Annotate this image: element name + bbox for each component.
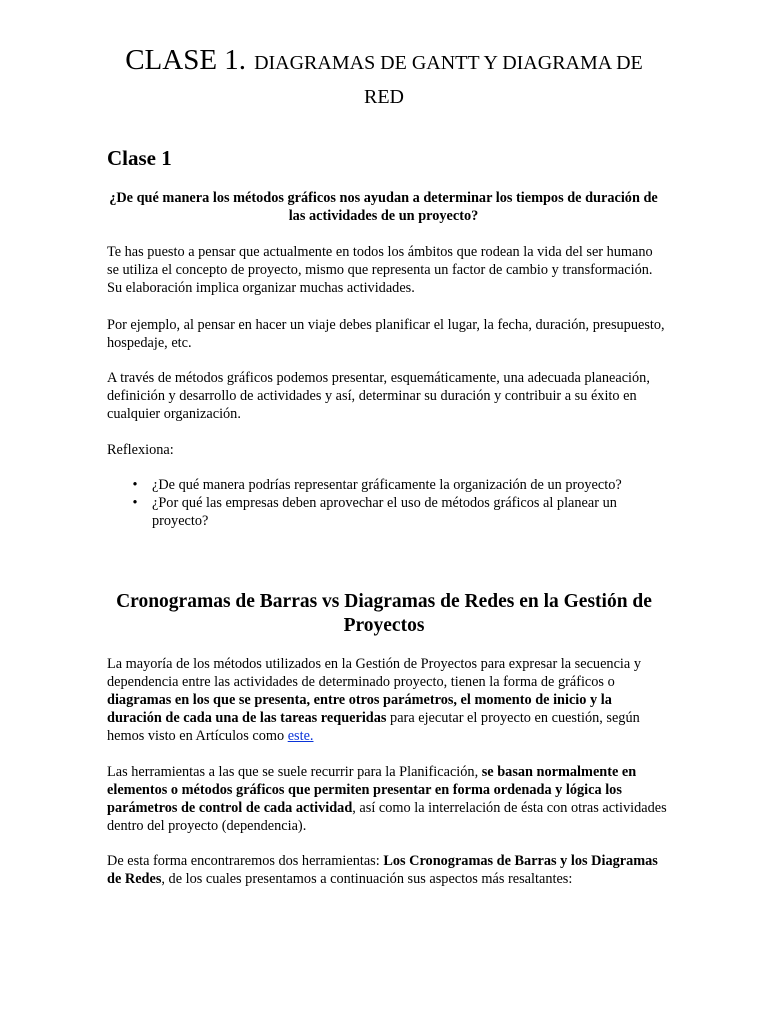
paragraph-7-text-c: , de los cuales presentamos a continuación sus aspectos más resaltantes: bbox=[161, 871, 573, 887]
paragraph-3: A través de métodos gráficos podemos presentar, esquemáticamente, una adecuada planeación, definición y desarrollo de actividades y así, determinar su duración y contribuir a su éxito en cualquier organización. bbox=[107, 370, 650, 422]
paragraph-2: Por ejemplo, al pensar en hacer un viaje debes planificar el lugar, la fecha, duración, presupuesto, hospedaje, etc. bbox=[107, 317, 665, 351]
guiding-question: ¿De qué manera los métodos gráficos nos ayudan a determinar los tiempos de duración de las actividades de un proyecto? bbox=[109, 190, 658, 224]
list-item-text: ¿De qué manera podrías representar gráficamente la organización de un proyecto? bbox=[152, 477, 622, 493]
heading-clase: Clase 1 bbox=[107, 146, 172, 170]
reflection-list bbox=[107, 476, 667, 530]
paragraph-1: Te has puesto a pensar que actualmente en todos los ámbitos que rodean la vida del ser humano se utiliza el concepto de proyecto, mismo que representa un factor de cambio y transformación. Su elaboración implica organizar muchas actividades. bbox=[107, 244, 653, 296]
list-item bbox=[107, 494, 667, 530]
list-item bbox=[107, 476, 667, 494]
document-title bbox=[100, 44, 668, 112]
paragraph-5-text-c: para ejecutar el proyecto en cuestión, según hemos visto en Artículos como bbox=[107, 710, 640, 744]
paragraph-6-bold: se basan normalmente en elementos o métodos gráficos que permiten presentar en forma ordenada y lógica los parámetros de control de cada actividad bbox=[107, 764, 637, 816]
paragraph-5-text-a: La mayoría de los métodos utilizados en la Gestión de Proyectos para expresar la secuencia y dependencia entre las actividades de determinado proyecto, tienen la forma de gráficos o bbox=[107, 656, 641, 690]
paragraph-7-bold: Los Cronogramas de Barras y los Diagramas de Redes bbox=[107, 853, 658, 887]
paragraph-6-text-c: , así como la interrelación de ésta con otras actividades dentro del proyecto (dependencia). bbox=[107, 800, 667, 834]
paragraph-reflexiona: Reflexiona: bbox=[107, 442, 174, 458]
paragraph-5-bold: diagramas en los que se presenta, entre otros parámetros, el momento de inicio y la duración de cada una de las tareas requeridas bbox=[107, 692, 612, 726]
section-heading: Cronogramas de Barras vs Diagramas de Redes en la Gestión de Proyectos bbox=[116, 591, 652, 636]
paragraph-7-text-a: De esta forma encontraremos dos herramientas: bbox=[107, 853, 384, 869]
title-main: CLASE 1. bbox=[125, 44, 247, 76]
paragraph-6-text-a: Las herramientas a las que se suele recurrir para la Planificación, bbox=[107, 764, 482, 780]
paragraph-6 bbox=[107, 763, 667, 835]
title-subtitle-line1: DIAGRAMAS DE GANTT Y DIAGRAMA DE bbox=[254, 52, 643, 74]
title-subtitle-line2: RED bbox=[364, 86, 404, 108]
bullet-icon: • bbox=[132, 477, 138, 493]
bullet-icon: • bbox=[132, 495, 138, 511]
este-link[interactable]: este. bbox=[287, 728, 314, 744]
paragraph-7 bbox=[107, 852, 667, 888]
paragraph-5 bbox=[107, 655, 667, 745]
list-item-text: ¿Por qué las empresas deben aprovechar el uso de métodos gráficos al planear un proyecto? bbox=[152, 495, 617, 529]
